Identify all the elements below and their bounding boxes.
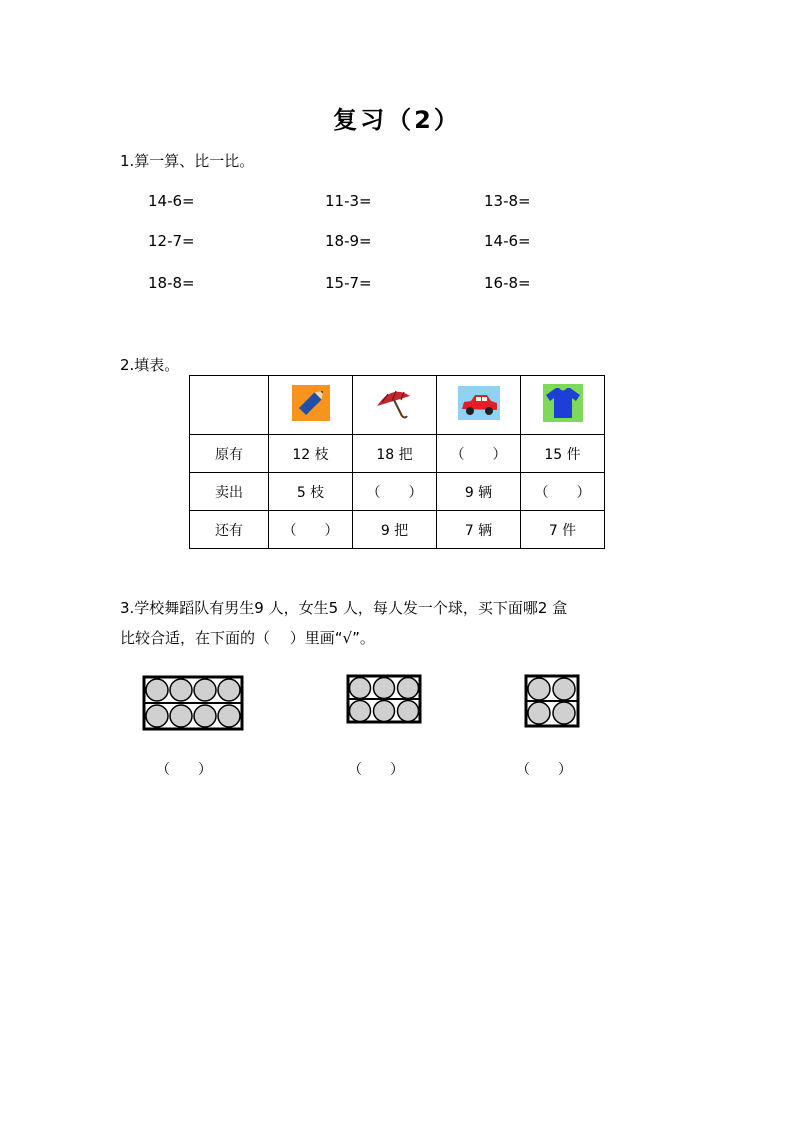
table-cell: 5 枝 bbox=[269, 473, 353, 511]
answer-blank[interactable]: （ ） bbox=[353, 473, 437, 511]
equation: 15-7= bbox=[325, 274, 372, 292]
tshirt-icon bbox=[521, 376, 605, 435]
answer-blank[interactable]: （ ） bbox=[269, 511, 353, 549]
equation: 11-3= bbox=[325, 192, 372, 210]
row-label: 还有 bbox=[190, 511, 269, 549]
table-cell: 9 把 bbox=[353, 511, 437, 549]
equation: 12-7= bbox=[148, 232, 195, 250]
table-cell: 18 把 bbox=[353, 435, 437, 473]
equation: 14-6= bbox=[148, 192, 195, 210]
row-label: 原有 bbox=[190, 435, 269, 473]
table-cell: 7 件 bbox=[521, 511, 605, 549]
inventory-table bbox=[189, 375, 605, 549]
ball-box-4 bbox=[524, 674, 580, 728]
row-label: 卖出 bbox=[190, 473, 269, 511]
question-3-line-2: 比较合适，在下面的（ ）里画“√”。 bbox=[120, 629, 375, 647]
equation: 18-8= bbox=[148, 274, 195, 292]
question-1-label: 1.算一算、比一比。 bbox=[120, 152, 255, 170]
answer-blank-box-4[interactable]: （ ） bbox=[516, 762, 572, 778]
equation: 14-6= bbox=[484, 232, 531, 250]
ball-box-6 bbox=[346, 674, 422, 724]
answer-blank[interactable]: （ ） bbox=[437, 435, 521, 473]
page-title: 复习（2） bbox=[333, 106, 461, 134]
answer-blank-box-6[interactable]: （ ） bbox=[348, 762, 404, 778]
umbrella-icon bbox=[353, 376, 437, 435]
empty-header-cell bbox=[190, 376, 269, 435]
equation: 16-8= bbox=[484, 274, 531, 292]
question-2-label: 2.填表。 bbox=[120, 356, 180, 374]
ball-box-8 bbox=[142, 675, 246, 731]
equation: 13-8= bbox=[484, 192, 531, 210]
table-cell: 15 件 bbox=[521, 435, 605, 473]
answer-blank-box-8[interactable]: （ ） bbox=[156, 762, 212, 778]
pencil-icon bbox=[269, 376, 353, 435]
table-cell: 7 辆 bbox=[437, 511, 521, 549]
equation: 18-9= bbox=[325, 232, 372, 250]
car-icon bbox=[437, 376, 521, 435]
table-cell: 12 枝 bbox=[269, 435, 353, 473]
table-cell: 9 辆 bbox=[437, 473, 521, 511]
question-3-line-1: 3.学校舞蹈队有男生9 人，女生5 人，每人发一个球，买下面哪2 盒 bbox=[120, 599, 568, 617]
answer-blank[interactable]: （ ） bbox=[521, 473, 605, 511]
